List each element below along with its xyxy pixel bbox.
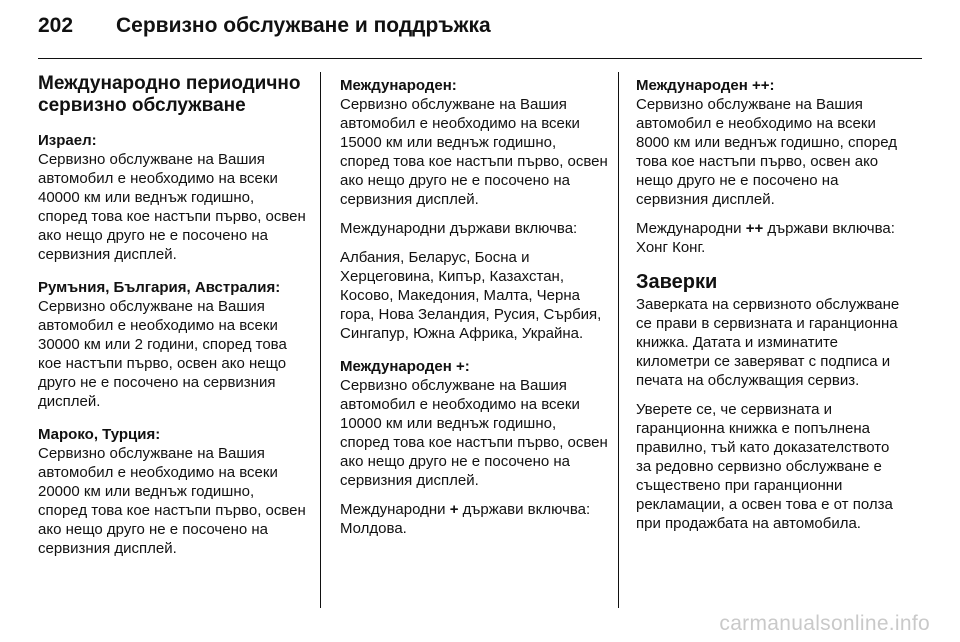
watermark: carmanualsonline.info — [719, 612, 930, 635]
section-heading-international-periodic: Международно периодично сервизно обслужване — [38, 73, 301, 116]
countries-pre: Международни — [636, 220, 746, 237]
column-1 — [38, 73, 306, 572]
paragraph-certifications-1: Заверката на сервизното обслужване се прави в сервизната и гаранционна книжка. Датата и изминатите километри се заверяват с подписа и печата на обслужващия сервиз. — [636, 296, 900, 389]
column-divider-1 — [320, 72, 321, 608]
paragraph-israel: Сервизно обслужване на Вашия автомобил е необходимо на всеки 40000 км или веднъж годишно, според това кое настъпи първо, освен ако нещо друго не е посочено на сервизния дисплей. — [38, 151, 306, 263]
paragraph-international-plus-plus: Сервизно обслужване на Вашия автомобил е необходимо на всеки 8000 км или веднъж годишно, според това кое настъпи първо, освен ако нещо друго не е посочено на сервизния дисплей. — [636, 96, 898, 208]
plus-mark: + — [449, 501, 459, 518]
countries-post: държави включва: Хонг Конг. — [636, 220, 895, 256]
paragraph-international-plus-plus-countries — [636, 219, 904, 257]
subheading-international-plus: Международен +: — [340, 358, 470, 375]
subheading-israel: Израел: — [38, 132, 97, 149]
column-divider-2 — [618, 72, 619, 608]
paragraph-morocco-turkey: Сервизно обслужване на Вашия автомобил е необходимо на всеки 20000 км или веднъж годишно, според това кое настъпи първо, освен ако нещо друго не е посочено на сервизния дисплей. — [38, 445, 306, 557]
section-morocco-turkey — [38, 425, 306, 558]
countries-post: държави включва: Молдова. — [340, 501, 591, 537]
section-international-plus — [340, 357, 608, 538]
heading-certifications: Заверки — [636, 271, 718, 293]
section-romania-bulgaria-australia — [38, 278, 306, 411]
page-header — [38, 14, 491, 44]
paragraph-international-countries: Албания, Беларус, Босна и Херцеговина, Кипър, Казахстан, Косово, Македония, Малта, Черна гора, Нова Зеландия, Русия, Сърбия, Сингапур, Южна Африка, Украйна. — [340, 249, 602, 342]
section-international — [340, 76, 608, 343]
paragraph-international-plus: Сервизно обслужване на Вашия автомобил е необходимо на всеки 10000 км или веднъж годишно, според това кое настъпи първо, освен ако нещо друго не е посочено на сервизния дисплей. — [340, 377, 608, 489]
page-number: 202 — [38, 14, 74, 37]
section-israel — [38, 131, 306, 264]
section-international-plus-plus — [636, 76, 904, 257]
paragraph-international-plus-countries — [340, 500, 608, 538]
countries-pre: Международни — [340, 501, 450, 518]
subheading-international-plus-plus: Международен ++: — [636, 77, 775, 94]
section-certifications — [636, 271, 904, 533]
paragraph-international: Сервизно обслужване на Вашия автомобил е необходимо на всеки 15000 км или веднъж годишно, според това кое настъпи първо, освен ако нещо друго не е посочено на сервизния дисплей. — [340, 96, 608, 208]
paragraph-international-countries-intro: Международни държави включва: — [340, 220, 578, 237]
column-2 — [340, 76, 608, 552]
paragraph-certifications-2: Уверете се, че сервизната и гаранционна книжка е попълнена правилно, тъй като доказателството за редовно сервизно обслужване е съществено при гаранционни рекламации, а освен това е от полза при продажбата на автомобила. — [636, 401, 893, 532]
subheading-romania-bulgaria-australia: Румъния, България, Австралия: — [38, 279, 281, 296]
page-title: Сервизно обслужване и поддръжка — [116, 14, 491, 37]
header-rule — [38, 58, 922, 59]
subheading-international: Международен: — [340, 77, 457, 94]
plus-plus-mark: ++ — [745, 220, 764, 237]
subheading-morocco-turkey: Мароко, Турция: — [38, 426, 161, 443]
paragraph-romania-bulgaria-australia: Сервизно обслужване на Вашия автомобил е необходимо на всеки 30000 км или 2 години, според това кое настъпи първо, освен ако нещо друго не е посочено на сервизния дисплей. — [38, 298, 287, 410]
column-3 — [636, 76, 904, 547]
